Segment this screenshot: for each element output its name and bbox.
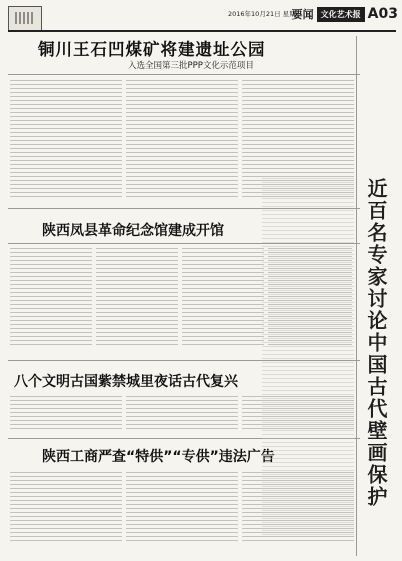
- masthead: [292, 6, 398, 22]
- headline-illegal-ads: 陕西工商严查“特供”“专供”违法广告: [42, 449, 275, 465]
- deck-copper-mine: 入选全国第三批PPP文化示范项目: [128, 61, 254, 71]
- copper-story-text-col2: [126, 80, 238, 200]
- mural-story-text: [262, 178, 354, 538]
- copper-story-text-col1: [10, 80, 122, 200]
- section-label: 要闻: [291, 8, 314, 21]
- memorial-story-text-col3: [182, 248, 264, 348]
- forum-story-text-col2: [126, 396, 238, 432]
- column-divider: [356, 36, 357, 556]
- headline-copper-mine: 铜川王石凹煤矿将建遗址公园: [38, 40, 266, 59]
- memorial-story-text-col1: [10, 248, 92, 348]
- ads-story-text-col1: [10, 472, 122, 544]
- ads-story-text-col2: [126, 472, 238, 544]
- dateline: 2016年10月21日 星期五: [228, 10, 303, 18]
- masthead-rule: [8, 30, 396, 32]
- masthead-seal-icon: [8, 6, 42, 32]
- memorial-story-text-col2: [96, 248, 178, 348]
- paper-name: 文化艺术报: [317, 7, 365, 22]
- headline-ancient-civilizations-forum: 八个文明古国紫禁城里夜话古代复兴: [14, 374, 238, 390]
- page-number: A03: [367, 6, 398, 22]
- headline-revolution-memorial: 陕西凤县革命纪念馆建成开馆: [42, 223, 224, 239]
- forum-story-text-col1: [10, 396, 122, 432]
- headline-mural-protection: 近百名专家讨论中国古代壁画保护: [364, 178, 388, 508]
- section-rule: [8, 74, 360, 75]
